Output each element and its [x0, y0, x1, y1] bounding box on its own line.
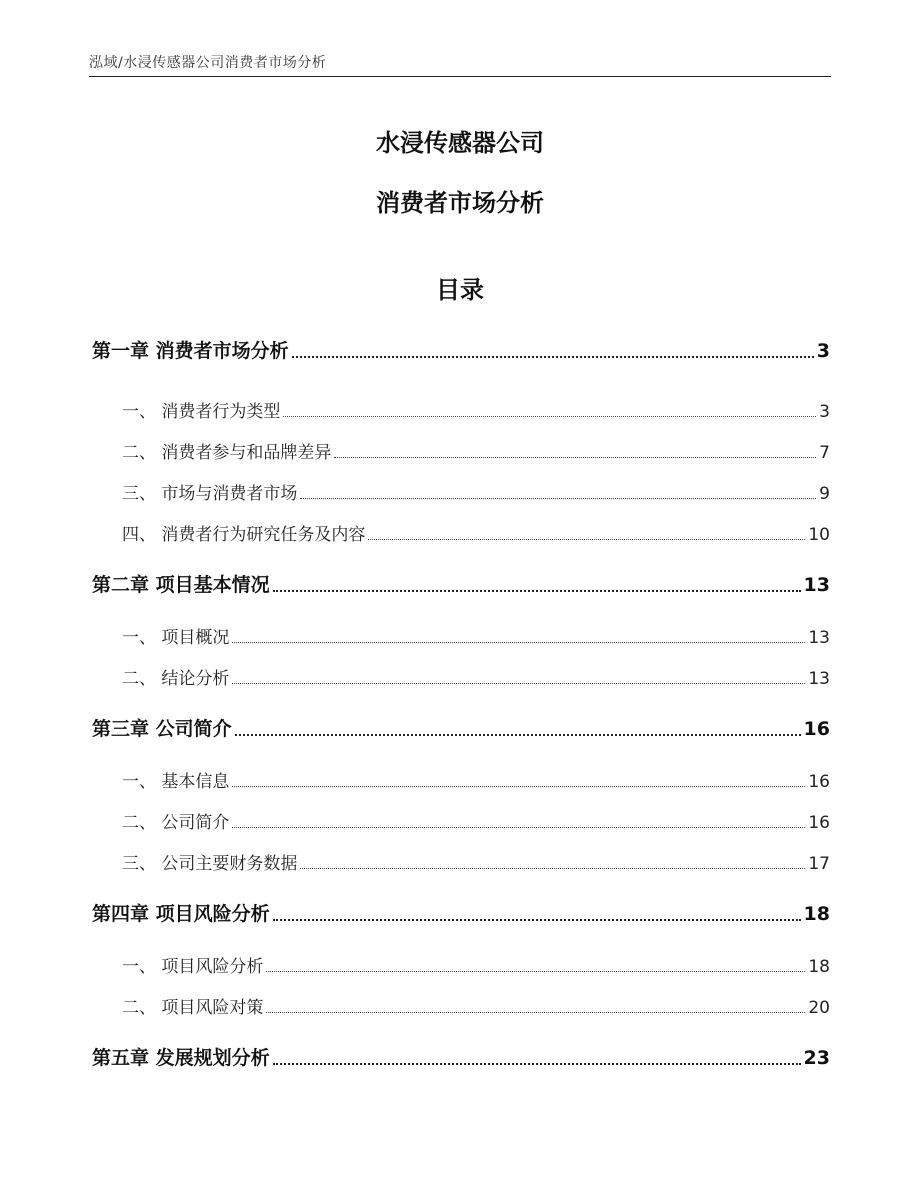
toc-page-number: 17 [808, 854, 830, 874]
toc-chapter-entry[interactable] [92, 899, 830, 926]
toc-section-entry[interactable] [92, 993, 830, 1018]
toc-entry-label: 第一章 消费者市场分析 [92, 340, 289, 362]
toc-leader-dots [273, 590, 801, 592]
toc-heading: 目录 [436, 276, 484, 304]
toc-leader-dots [283, 416, 816, 417]
toc-entry-label: 第二章 项目基本情况 [92, 574, 270, 596]
toc-page-number: 13 [808, 628, 830, 648]
toc-page-number: 16 [803, 718, 830, 740]
running-header: 泓域/水浸传感器公司消费者市场分析 [89, 55, 327, 71]
toc-chapter-entry[interactable] [92, 714, 830, 741]
toc-section-entry[interactable] [92, 438, 830, 463]
toc-page-number: 16 [808, 772, 830, 792]
toc-page-number: 3 [816, 340, 830, 362]
toc-section-entry[interactable] [92, 397, 830, 422]
toc-section-entry[interactable] [92, 623, 830, 648]
toc-entry-label: 一、 消费者行为类型 [122, 402, 281, 422]
toc-section-entry[interactable] [92, 808, 830, 833]
toc-page-number: 9 [819, 484, 830, 504]
toc-leader-dots [300, 498, 816, 499]
document-title-line1: 水浸传感器公司 [376, 129, 544, 157]
toc-page-number: 18 [803, 903, 830, 925]
toc-section-entry[interactable] [92, 767, 830, 792]
toc-entry-label: 第四章 项目风险分析 [92, 903, 270, 925]
toc-chapter-entry[interactable] [92, 336, 830, 363]
toc-leader-dots [292, 356, 814, 358]
toc-leader-dots [368, 539, 805, 540]
toc-leader-dots [232, 786, 805, 787]
header-rule [89, 76, 831, 77]
toc-chapter-entry[interactable] [92, 1043, 830, 1070]
toc-page-number: 10 [808, 525, 830, 545]
toc-chapter-entry[interactable] [92, 570, 830, 597]
toc-section-entry[interactable] [92, 849, 830, 874]
toc-section-entry[interactable] [92, 664, 830, 689]
toc-page-number: 13 [803, 574, 830, 596]
toc-leader-dots [273, 1063, 801, 1065]
toc-entry-label: 第三章 公司简介 [92, 718, 232, 740]
toc-leader-dots [266, 1012, 805, 1013]
toc-entry-label: 三、 公司主要财务数据 [122, 854, 298, 874]
toc-entry-label: 一、 基本信息 [122, 772, 230, 792]
toc-entry-label: 二、 项目风险对策 [122, 998, 264, 1018]
toc-page-number: 7 [819, 443, 830, 463]
toc-leader-dots [273, 919, 801, 921]
toc-section-entry[interactable] [92, 479, 830, 504]
toc-leader-dots [266, 971, 805, 972]
toc-section-entry[interactable] [92, 520, 830, 545]
toc-leader-dots [232, 683, 805, 684]
toc-page-number: 13 [808, 669, 830, 689]
toc-page-number: 20 [808, 998, 830, 1018]
toc-entry-label: 三、 市场与消费者市场 [122, 484, 298, 504]
document-title-line2: 消费者市场分析 [376, 189, 544, 217]
toc-page-number: 18 [808, 957, 830, 977]
toc-leader-dots [300, 868, 805, 869]
toc-entry-label: 二、 公司简介 [122, 813, 230, 833]
toc-leader-dots [334, 457, 816, 458]
toc-entry-label: 一、 项目概况 [122, 628, 230, 648]
toc-entry-label: 第五章 发展规划分析 [92, 1047, 270, 1069]
toc-leader-dots [235, 734, 801, 736]
toc-entry-label: 二、 消费者参与和品牌差异 [122, 443, 332, 463]
toc-entry-label: 二、 结论分析 [122, 669, 230, 689]
toc-leader-dots [232, 642, 805, 643]
toc-entry-label: 一、 项目风险分析 [122, 957, 264, 977]
toc-page-number: 3 [819, 402, 830, 422]
toc-entry-label: 四、 消费者行为研究任务及内容 [122, 525, 366, 545]
toc-leader-dots [232, 827, 805, 828]
toc-page-number: 23 [803, 1047, 830, 1069]
toc-section-entry[interactable] [92, 952, 830, 977]
toc-page-number: 16 [808, 813, 830, 833]
